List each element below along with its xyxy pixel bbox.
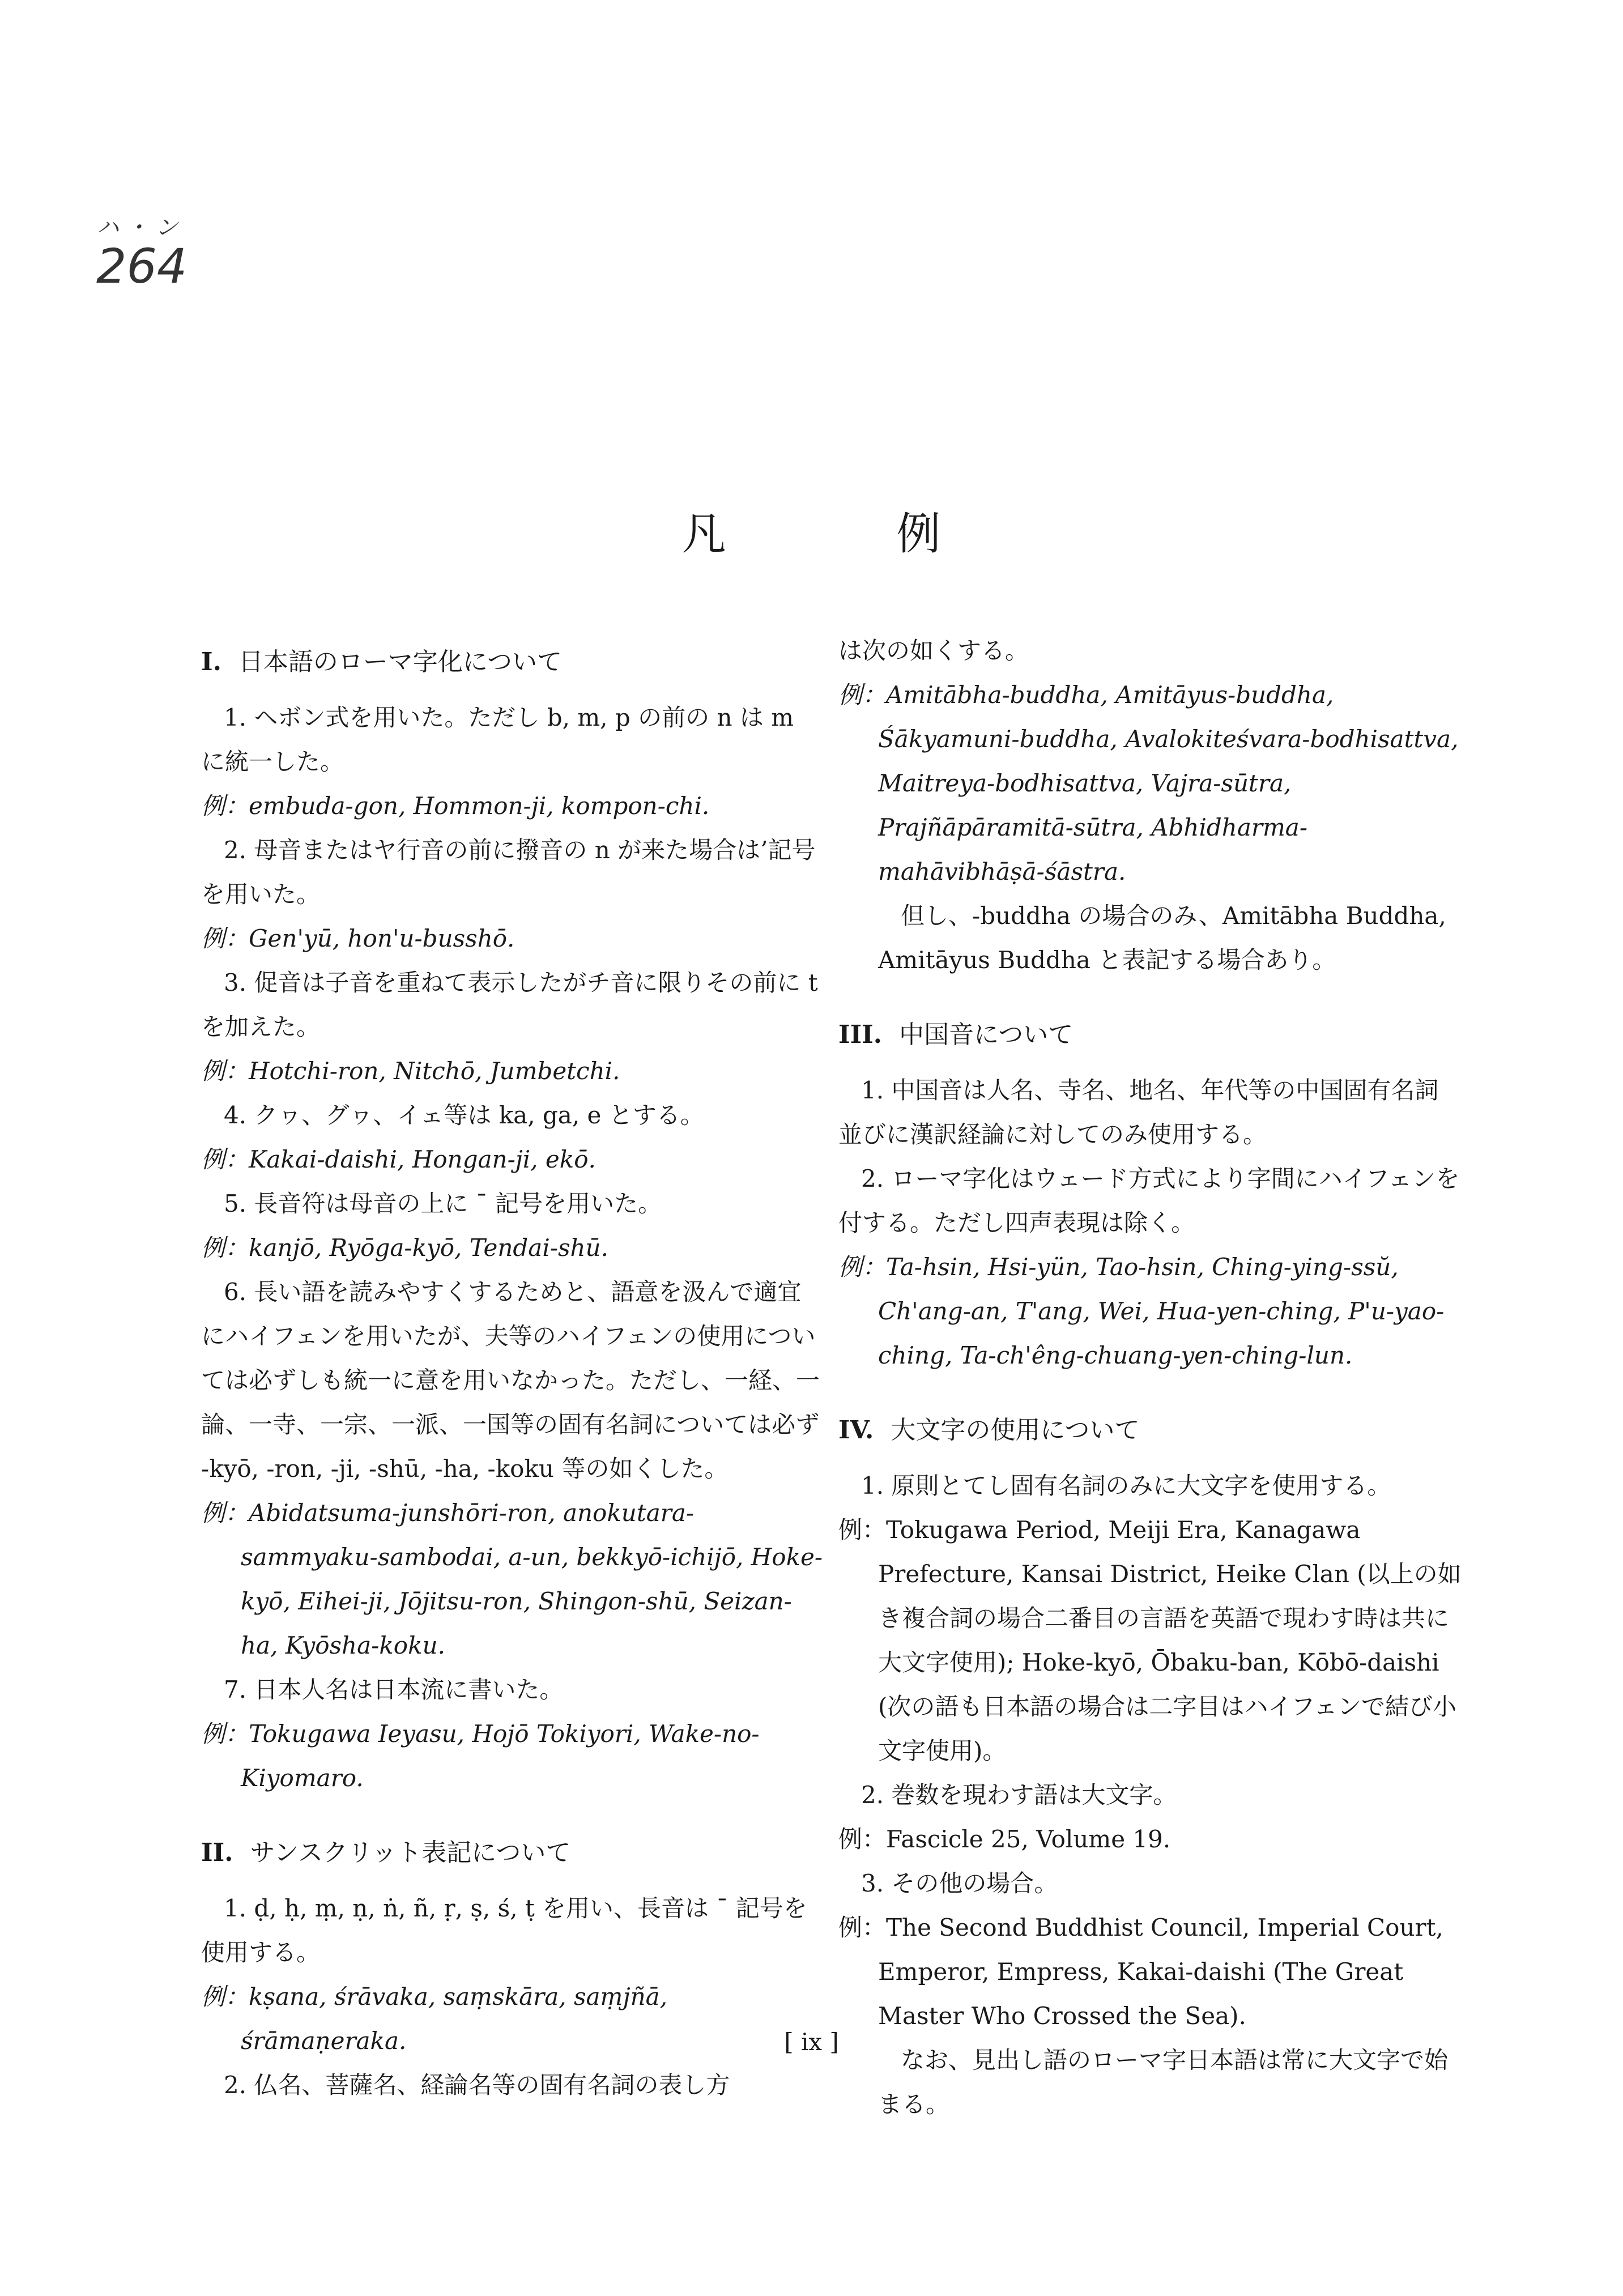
example: 例：kṣana, śrāvaka, saṃskāra, saṃjñā, śrāmaṇeraka. xyxy=(201,1983,668,2055)
item: 3. その他の場合。 xyxy=(861,1869,1058,1897)
example: 例：Ta-hsin, Hsi-yün, Tao-hsin, Ching-ying-ssŭ, Ch'ang-an, T'ang, Wei, Hua-yen-ching, P'u-yao-ching, Ta-ch'êng-chuang-yen-ching-lun. xyxy=(838,1253,1445,1369)
item: 2. 母音またはヤ行音の前に撥音の n が来た場合は’記号を用いた。 xyxy=(201,836,816,908)
note: 但し、-buddha の場合のみ、Amitābha Buddha, Amitāyus Buddha と表記する場合あり。 xyxy=(878,902,1446,974)
item: 1. 中国音は人名、寺名、地名、年代等の中国固有名詞並びに漢訳経論に対してのみ使用する。 xyxy=(838,1076,1439,1148)
item: 1. 原則とてし固有名詞のみに大文字を使用する。 xyxy=(861,1472,1391,1500)
item: 6. 長い語を読みやすくするためと、語意を汲んで適宜にハイフェンを用いたが、夫等のハイフェンの使用については必ずしも統一に意を用いなかった。ただし、一経、一論、一寺、一宗、一派、一国等の固有名詞については必ず -kyō, -ron, -ji, -shū, -ha, -koku 等の如くした。 xyxy=(201,1278,820,1483)
right-column xyxy=(838,629,1462,2127)
example: 例：Tokugawa Ieyasu, Hojō Tokiyori, Wake-no-Kiyomaro. xyxy=(201,1720,760,1792)
example: 例：Tokugawa Period, Meiji Era, Kanagawa Prefecture, Kansai District, Heike Clan (以上の如き複合詞の場合二番目の言語を英語で現わす時は共に大文字使用); Hoke-kyō, Ōbaku-ban, Kōbō-daishi (次の語も日本語の場合は二字目はハイフェンで結び小文字使用)。 xyxy=(838,1516,1462,1765)
example: 例：Kakai-daishi, Hongan-ji, ekō. xyxy=(201,1145,596,1173)
page-title xyxy=(0,499,1623,562)
example: 例：embuda-gon, Hommon-ji, kompon-chi. xyxy=(201,792,710,820)
item: 1. ḍ, ḥ, ṃ, ṇ, ṅ, ñ, ṛ, ṣ, ś, ṭ を用い、長音は ¯ 記号を使用する。 xyxy=(201,1894,807,1966)
example: 例：Abidatsuma-junshōri-ron, anokutara-sammyaku-sambodai, a-un, bekkyō-ichijō, Hoke-kyō, Eihei-ji, Jōjitsu-ron, Shingon-shū, Seizan-ha, Kyōsha-koku. xyxy=(201,1499,823,1659)
title-char-1: 凡 xyxy=(681,509,727,560)
section-title: 大文字の使用について xyxy=(891,1416,1140,1445)
example: 例：kanjō, Ryōga-kyō, Tendai-shū. xyxy=(201,1234,608,1262)
section-3-heading xyxy=(838,1013,1462,1057)
section-4-heading xyxy=(838,1408,1462,1452)
item: 3. 促音は子音を重ねて表示したがチ音に限りその前に t を加えた。 xyxy=(201,969,818,1041)
example: 例：Gen'yū, hon'u-busshō. xyxy=(201,925,515,952)
item: 5. 長音符は母音の上に ¯ 記号を用いた。 xyxy=(224,1190,662,1217)
item: 2. 巻数を現わす語は大文字。 xyxy=(861,1781,1177,1809)
section-number: IV. xyxy=(838,1416,874,1445)
section-title: 中国音について xyxy=(899,1020,1074,1049)
handwritten-annotation xyxy=(96,210,187,294)
handwritten-line-1: ハ・ン xyxy=(96,215,185,241)
handwritten-line-2: 264 xyxy=(96,238,188,294)
example: 例：Hotchi-ron, Nitchō, Jumbetchi. xyxy=(201,1057,620,1085)
section-2-heading xyxy=(201,1831,824,1875)
item: 4. クヮ、グヮ、イェ等は ka, ga, e とする。 xyxy=(224,1101,704,1129)
item-continued: は次の如くする。 xyxy=(838,637,1029,664)
note: なお、見出し語のローマ字日本語は常に大文字で始まる。 xyxy=(878,2046,1449,2118)
section-number: II. xyxy=(201,1838,233,1867)
title-char-2: 例 xyxy=(896,509,942,560)
item: 1. ヘボン式を用いた。ただし b, m, p の前の n は m に統一した。 xyxy=(201,704,794,776)
page-number: [ ix ] xyxy=(784,2028,839,2056)
item: 2. ローマ字化はウェード方式により字間にハイフェンを付する。ただし四声表現は除く。 xyxy=(838,1165,1460,1237)
item: 2. 仏名、菩薩名、経論名等の固有名詞の表し方 xyxy=(224,2071,730,2099)
section-number: I. xyxy=(201,648,221,676)
section-title: 日本語のローマ字化について xyxy=(238,648,563,676)
example: 例：Fascicle 25, Volume 19. xyxy=(838,1825,1171,1853)
example: 例：Amitābha-buddha, Amitāyus-buddha, Śākyamuni-buddha, Avalokiteśvara-bodhisattva, Maitreya-bodhisattva, Vajra-sūtra, Prajñāpāramitā-sūtra, Abhidharma-mahāvibhāṣā-śāstra. xyxy=(838,681,1459,885)
section-1-heading xyxy=(201,640,824,684)
left-column xyxy=(201,629,824,2107)
item: 7. 日本人名は日本流に書いた。 xyxy=(224,1676,564,1703)
example: 例：The Second Buddhist Council, Imperial Court, Emperor, Empress, Kakai-daishi (The Great Master Who Crossed the Sea). xyxy=(838,1914,1443,2030)
section-number: III. xyxy=(838,1020,883,1049)
section-title: サンスクリット表記について xyxy=(250,1838,571,1867)
